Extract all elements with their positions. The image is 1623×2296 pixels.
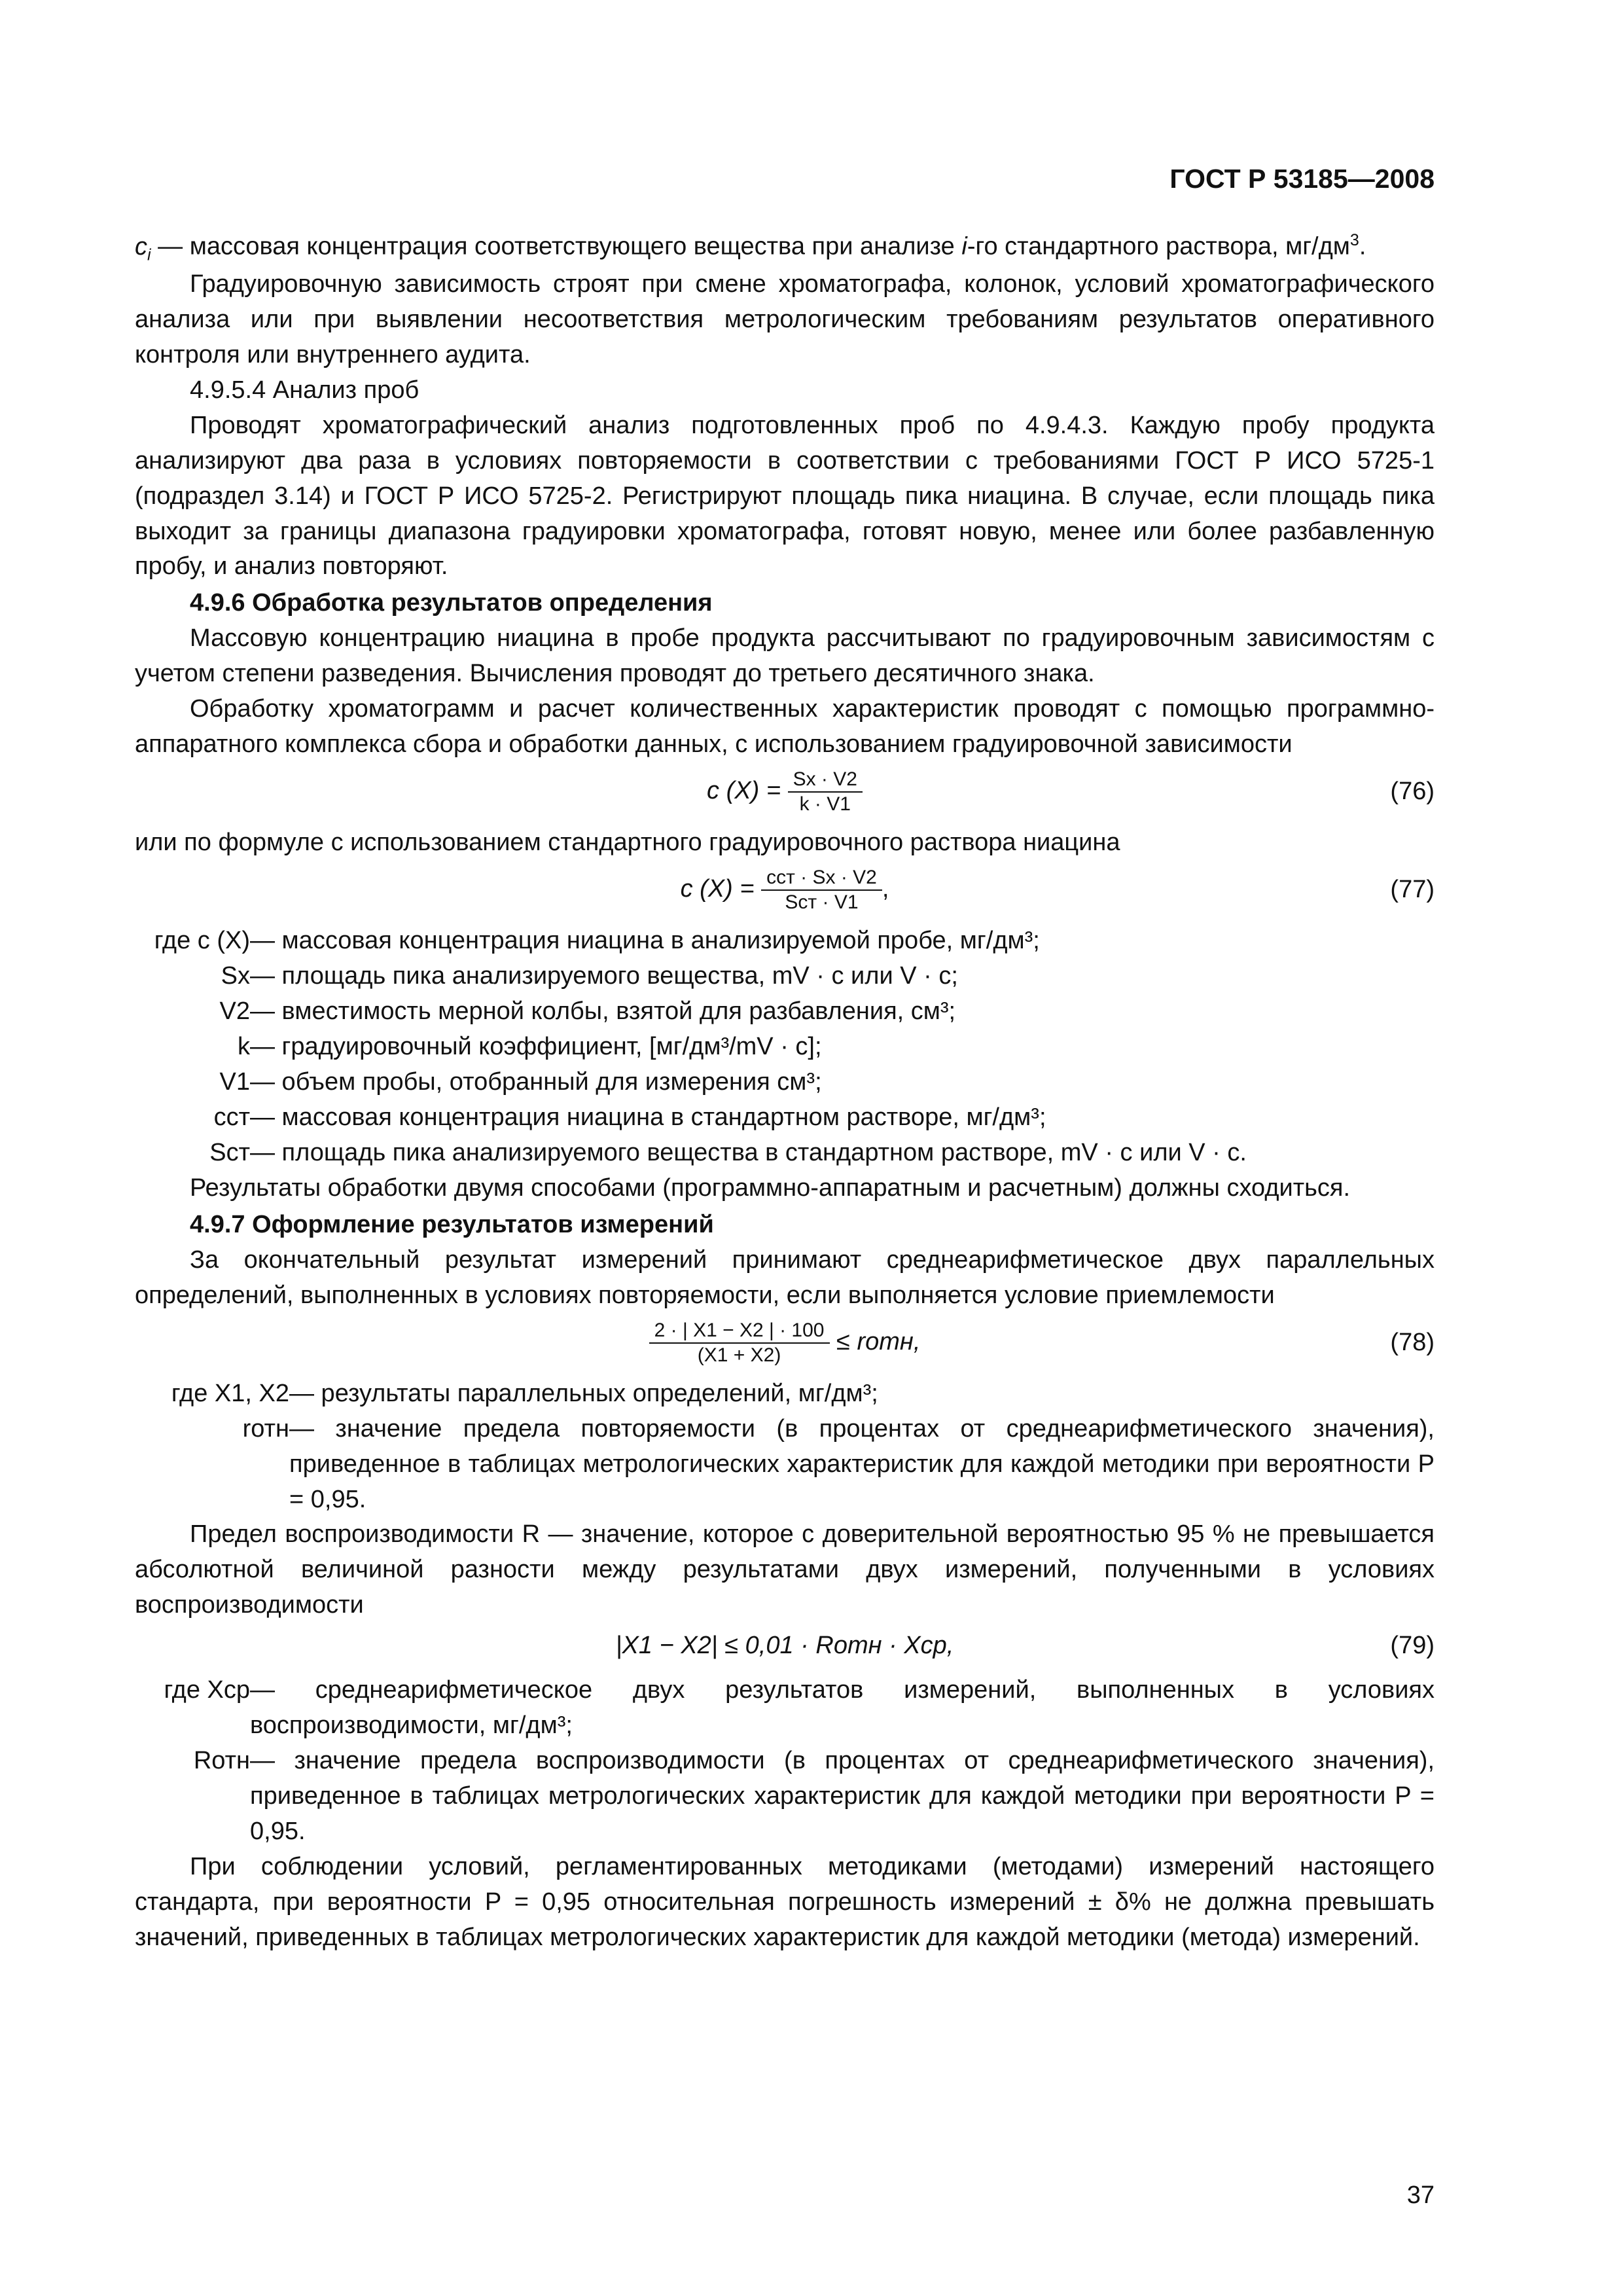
formula-79: |X1 − X2| ≤ 0,01 · Rотн · Xср, (79) [135, 1628, 1435, 1664]
formula-number-77: (77) [1390, 876, 1435, 904]
definition-item: где X1, X2 — результаты параллельных определений, мг/дм³; [171, 1379, 878, 1407]
page-content [135, 229, 1435, 1956]
paragraph-alt-formula: или по формуле с использованием стандартного градуировочного раствора ниацина [135, 829, 1120, 857]
heading-4-9-7: 4.9.7 Оформление результатов измерений [190, 1210, 714, 1238]
fraction-77: $\frac{\text{cст · Sx · V2}}{\text{Sст · V1}}$ [761, 866, 882, 914]
ci-symbol: $c_i$ [135, 232, 151, 264]
definition-item: где c (X) — массовая концентрация ниацина в анализируемой пробе, мг/дм³; [154, 927, 1040, 955]
formula-78: $\frac{2 \cdot | X1 - X2 | \cdot 100}{(X1 + X2)}$ ≤ rотн, (78) [135, 1319, 1435, 1367]
definition-item: rотн — значение предела повторяемости (в процентах от среднеарифметического значения), приведенное в таблицах метрологических характеристик для каждой методики при вероятности P = 0,95. [242, 1414, 1435, 1513]
formula-number-78: (78) [1390, 1328, 1435, 1356]
ci-definition: $c_i$ — массовая концентрация соответствующего вещества при анализе i-го стандартного раствора, $мг/дм^3$. [135, 231, 1366, 264]
fraction-76: $\frac{Sx \cdot V2}{k \cdot V1}$ [788, 768, 863, 816]
formula-76: c (X) = $\frac{Sx \cdot V2}{k \cdot V1}$ (76) [707, 768, 1435, 816]
paragraph-processing: Обработку хроматограмм и расчет количественных характеристик проводят с помощью программно-аппаратного комплекса сбора и обработки данных, с использованием градуировочной зависимости [135, 695, 1435, 759]
definition-item: где Xср — среднеарифметическое двух результатов измерений, выполненных в условиях воспроизводимости, мг/дм³; [164, 1676, 1435, 1740]
definition-item: V2 — вместимость мерной колбы, взятой для разбавления, см³; [219, 997, 956, 1026]
page-number: 37 [1406, 2181, 1435, 2209]
definition-item: Rотн — значение предела воспроизводимости (в процентах от среднеарифметического значения), приведенное в таблицах метрологических характеристик для каждой методики при вероятности P = 0,95. [193, 1747, 1435, 1846]
formula-number-79: (79) [1390, 1632, 1435, 1660]
paragraph-analysis: Проводят хроматографический анализ подготовленных проб по 4.9.4.3. Каждую пробу продукта анализируют два раза в условиях повторяемости в соответствии с требованиями ГОСТ Р ИСО 5725-1 (подраздел 3.14) и ГОСТ Р ИСО 5725-2. Регистрируют площадь пика ниацина. В случае, если площадь пика выходит за границы диапазона градуировки хроматографа, готовят новую, менее или более разбавленную пробу, и анализ повторяют. [135, 411, 1435, 581]
paragraph-calibration: Градуировочную зависимость строят при смене хроматографа, колонок, условий хроматографического анализа или при выявлении несоответствия метрологическим требованиям результатов оперативного контроля или внутреннего аудита. [135, 270, 1435, 368]
definition-item: k — градуировочный коэффициент, [мг/дм³/mV · с]; [238, 1033, 822, 1061]
standard-header: ГОСТ Р 53185—2008 [1169, 164, 1435, 194]
definition-item: Sx — площадь пика анализируемого вещества, mV · c или V · c; [221, 962, 958, 990]
paragraph-final-result: За окончательный результат измерений принимают среднеарифметическое двух параллельных определений, выполненных в условиях повторяемости, если выполняется условие приемлемости [135, 1246, 1435, 1309]
definitions-79 [135, 1673, 1435, 1850]
paragraph-reproducibility: Предел воспроизводимости R — значение, которое с доверительной вероятностью 95 % не превышается абсолютной величиной разности между результатами двух измерений, полученными в условиях воспроизводимости [135, 1520, 1435, 1619]
fraction-78: $\frac{2 \cdot | X1 - X2 | \cdot 100}{(X1 + X2)}$ [649, 1319, 830, 1367]
heading-4-9-6: 4.9.6 Обработка результатов определения [190, 589, 713, 617]
subsection-4-9-5-4: 4.9.5.4 Анализ проб [190, 376, 419, 404]
formula-77: c (X) = $\frac{\text{cст · Sx · V2}}{\text{Sст · V1}}$ , (77) [680, 867, 1435, 914]
definitions-78 [135, 1376, 1435, 1518]
paragraph-mass-concentration: Массовую концентрацию ниацина в пробе продукта рассчитывают по градуировочным зависимостям с учетом степени разведения. Вычисления проводят до третьего десятичного знака. [135, 624, 1435, 688]
definition-item: cст — массовая концентрация ниацина в стандартном растворе, мг/дм³; [213, 1103, 1046, 1131]
formula-number-76: (76) [1390, 778, 1435, 806]
paragraph-results-converge: Результаты обработки двумя способами (программно-аппаратным и расчетным) должны сходиться. [190, 1174, 1351, 1202]
paragraph-error-limit: При соблюдении условий, регламентированных методиками (методами) измерений настоящего стандарта, при вероятности P = 0,95 относительная погрешность измерений ± δ% не должна превышать значений, приведенных в таблицах метрологических характеристик для каждой методики (метода) измерений. [135, 1853, 1435, 1951]
definition-item: V1 — объем пробы, отобранный для измерения см³; [219, 1067, 822, 1096]
definition-item: Sст — площадь пика анализируемого вещества в стандартном растворе, mV · c или V · c. [209, 1138, 1247, 1166]
definitions-76-77 [135, 924, 1435, 1171]
